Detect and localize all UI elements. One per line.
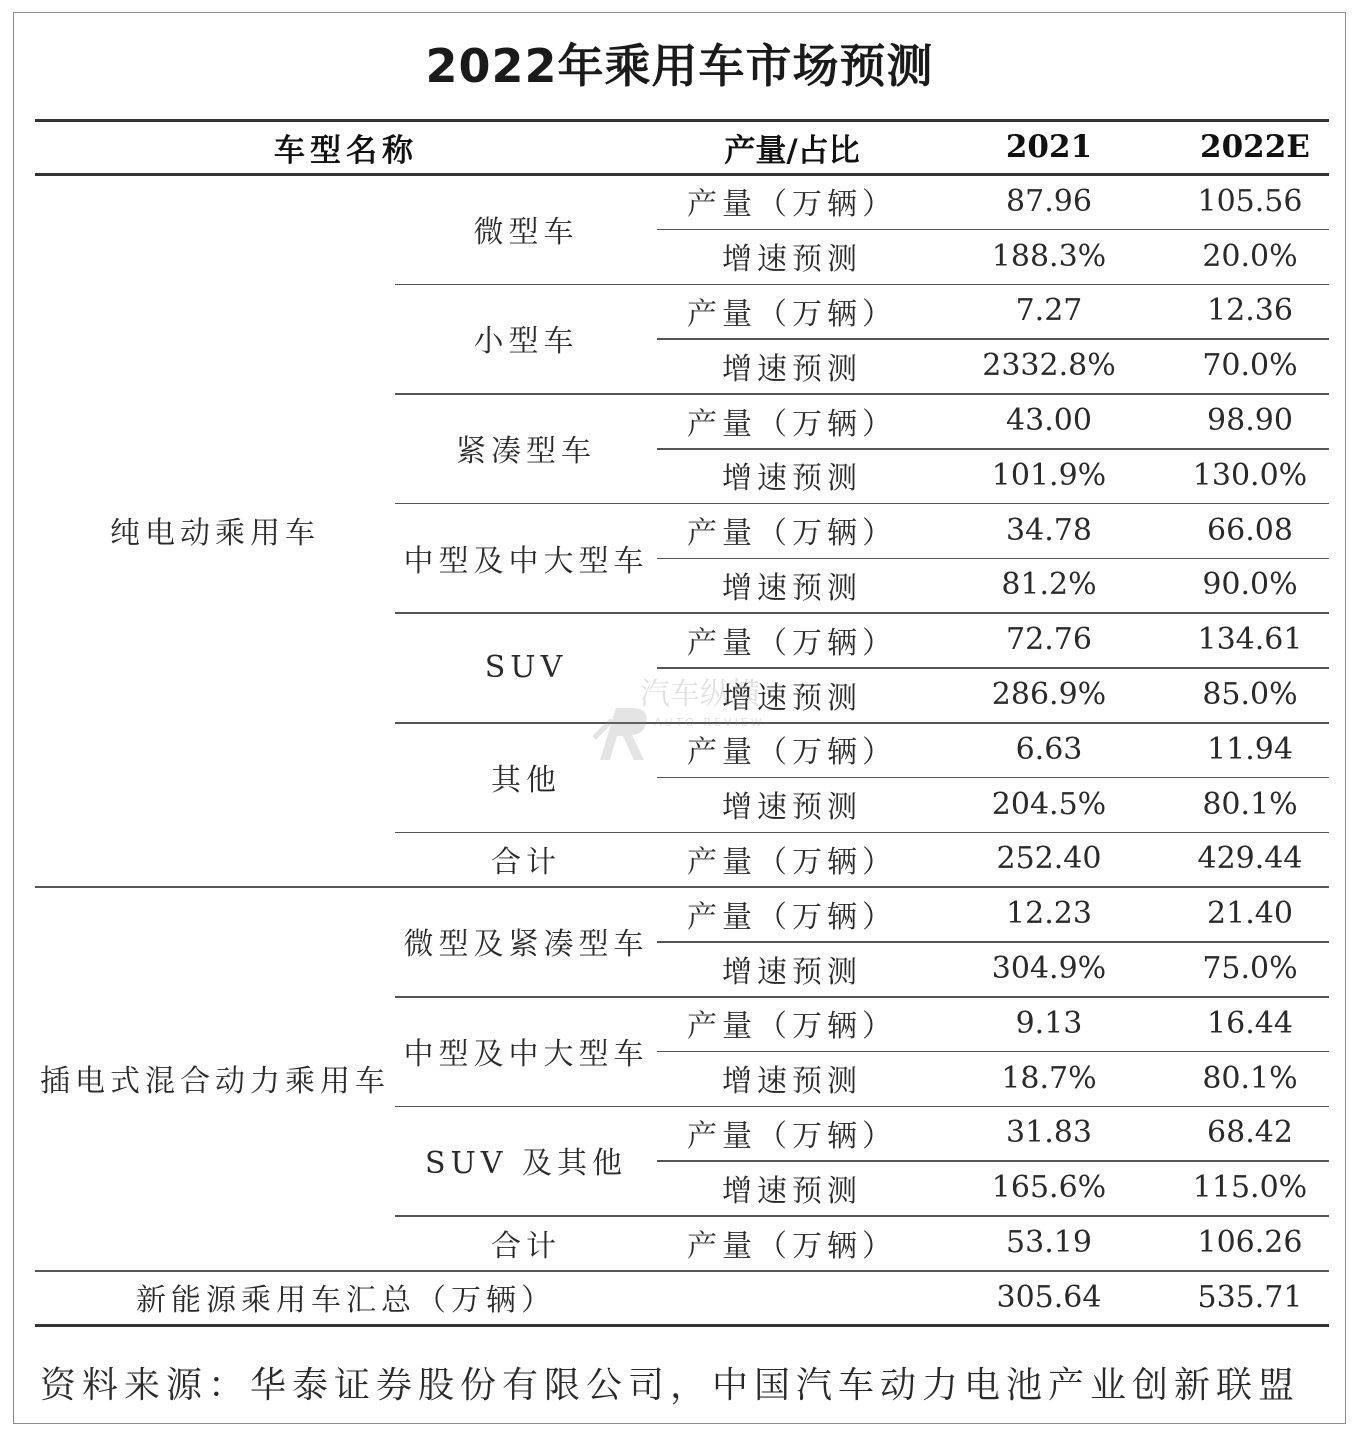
subcategory-name: 其他 [491, 762, 561, 798]
growth-row-2022e: 90.0% [1202, 567, 1298, 603]
production-row-metric: 产量（万辆） [687, 1228, 897, 1264]
growth-row-2021: 286.9% [991, 677, 1107, 713]
growth-row-2022e: 80.1% [1202, 1060, 1298, 1096]
production-row-2022e: 134.61 [1197, 622, 1303, 658]
growth-row-2021: 165.6% [991, 1170, 1107, 1206]
production-row-2021: 87.96 [1006, 183, 1092, 219]
production-row-2022e: 429.44 [1197, 841, 1303, 877]
growth-row-2022e: 115.0% [1192, 1170, 1308, 1206]
production-row-2021: 252.40 [996, 841, 1102, 877]
production-row-metric: 产量（万辆） [687, 735, 897, 771]
growth-row-metric: 增速预测 [722, 954, 862, 990]
growth-row-metric: 增速预测 [722, 1064, 862, 1100]
growth-row-metric: 增速预测 [722, 680, 862, 716]
subcategory-name: 微型及紧凑型车 [403, 927, 649, 963]
production-row-metric: 产量（万辆） [687, 187, 897, 223]
growth-row-metric: 增速预测 [722, 242, 862, 278]
subcategory-name: 中型及中大型车 [403, 543, 649, 579]
total-2022e: 535.71 [1197, 1279, 1303, 1315]
table-rule-thick [35, 1324, 1329, 1327]
source-note: 资料来源：华泰证券股份有限公司，中国汽车动力电池产业创新联盟 [40, 1364, 1301, 1406]
production-row-metric: 产量（万辆） [687, 406, 897, 442]
subcategory-name: SUV 及其他 [424, 1146, 628, 1182]
total-label: 新能源乘用车汇总（万辆） [136, 1283, 556, 1319]
production-row-2022e: 98.90 [1207, 403, 1293, 439]
production-row-metric: 产量（万辆） [687, 899, 897, 935]
production-row-2021: 9.13 [1015, 1005, 1083, 1041]
growth-row-2022e: 80.1% [1202, 786, 1298, 822]
growth-row-2021: 304.9% [991, 951, 1107, 987]
growth-row-2021: 204.5% [991, 786, 1107, 822]
growth-row-2021: 18.7% [1001, 1060, 1097, 1096]
growth-row-metric: 增速预测 [722, 461, 862, 497]
header-type: 车型名称 [274, 132, 418, 169]
category-name: 插电式混合动力乘用车 [40, 1064, 390, 1100]
production-row-2021: 53.19 [1006, 1225, 1092, 1261]
production-row-metric: 产量（万辆） [687, 296, 897, 332]
growth-row-metric: 增速预测 [722, 790, 862, 826]
production-row-2021: 72.76 [1006, 622, 1092, 658]
total-2021: 305.64 [996, 1279, 1102, 1315]
production-row-2022e: 16.44 [1207, 1005, 1293, 1041]
production-row-2021: 34.78 [1006, 512, 1092, 548]
subcategory-name: 微型车 [473, 214, 579, 250]
production-row-2022e: 66.08 [1207, 512, 1293, 548]
growth-row-2022e: 130.0% [1192, 457, 1308, 493]
watermark-text: 汽车纵横 [640, 677, 760, 712]
growth-row-2022e: 20.0% [1202, 238, 1298, 274]
subcategory-name: 合计 [491, 1228, 561, 1264]
growth-row-metric: 增速预测 [722, 1173, 862, 1209]
production-row-2022e: 106.26 [1197, 1225, 1303, 1261]
growth-row-2021: 81.2% [1001, 567, 1097, 603]
subcategory-name: 小型车 [473, 324, 579, 360]
production-row-metric: 产量（万辆） [687, 1009, 897, 1045]
production-row-2021: 43.00 [1006, 403, 1092, 439]
growth-row-metric: 增速预测 [722, 570, 862, 606]
table-title: 2022年乘用车市场预测 [425, 39, 934, 93]
growth-row-2021: 101.9% [991, 457, 1107, 493]
header-2021: 2021 [1005, 129, 1093, 165]
production-row-metric: 产量（万辆） [687, 1118, 897, 1154]
growth-row-2021: 2332.8% [982, 348, 1116, 384]
production-row-2022e: 12.36 [1207, 293, 1293, 329]
production-row-2022e: 21.40 [1207, 896, 1293, 932]
subcategory-name: SUV [484, 649, 568, 685]
production-row-metric: 产量（万辆） [687, 625, 897, 661]
subcategory-name: 紧凑型车 [456, 433, 596, 469]
header-2022e: 2022E [1200, 129, 1310, 165]
subcategory-name: 合计 [491, 844, 561, 880]
production-row-2021: 7.27 [1015, 293, 1083, 329]
subcategory-name: 中型及中大型车 [403, 1036, 649, 1072]
production-row-metric: 产量（万辆） [687, 516, 897, 552]
production-row-2021: 12.23 [1006, 896, 1092, 932]
production-row-2022e: 68.42 [1207, 1115, 1293, 1151]
production-row-2022e: 11.94 [1207, 731, 1293, 767]
growth-row-2022e: 75.0% [1202, 951, 1298, 987]
category-name: 纯电动乘用车 [110, 516, 320, 552]
growth-row-2022e: 70.0% [1202, 348, 1298, 384]
watermark-subtext: AUTO REVIEW [654, 716, 765, 729]
production-row-2021: 31.83 [1006, 1115, 1092, 1151]
growth-row-2022e: 85.0% [1202, 677, 1298, 713]
production-row-metric: 产量（万辆） [687, 844, 897, 880]
production-row-2021: 6.63 [1015, 731, 1083, 767]
production-row-2022e: 105.56 [1197, 183, 1303, 219]
growth-row-2021: 188.3% [991, 238, 1107, 274]
growth-row-metric: 增速预测 [722, 351, 862, 387]
header-metric: 产量/占比 [724, 132, 860, 169]
